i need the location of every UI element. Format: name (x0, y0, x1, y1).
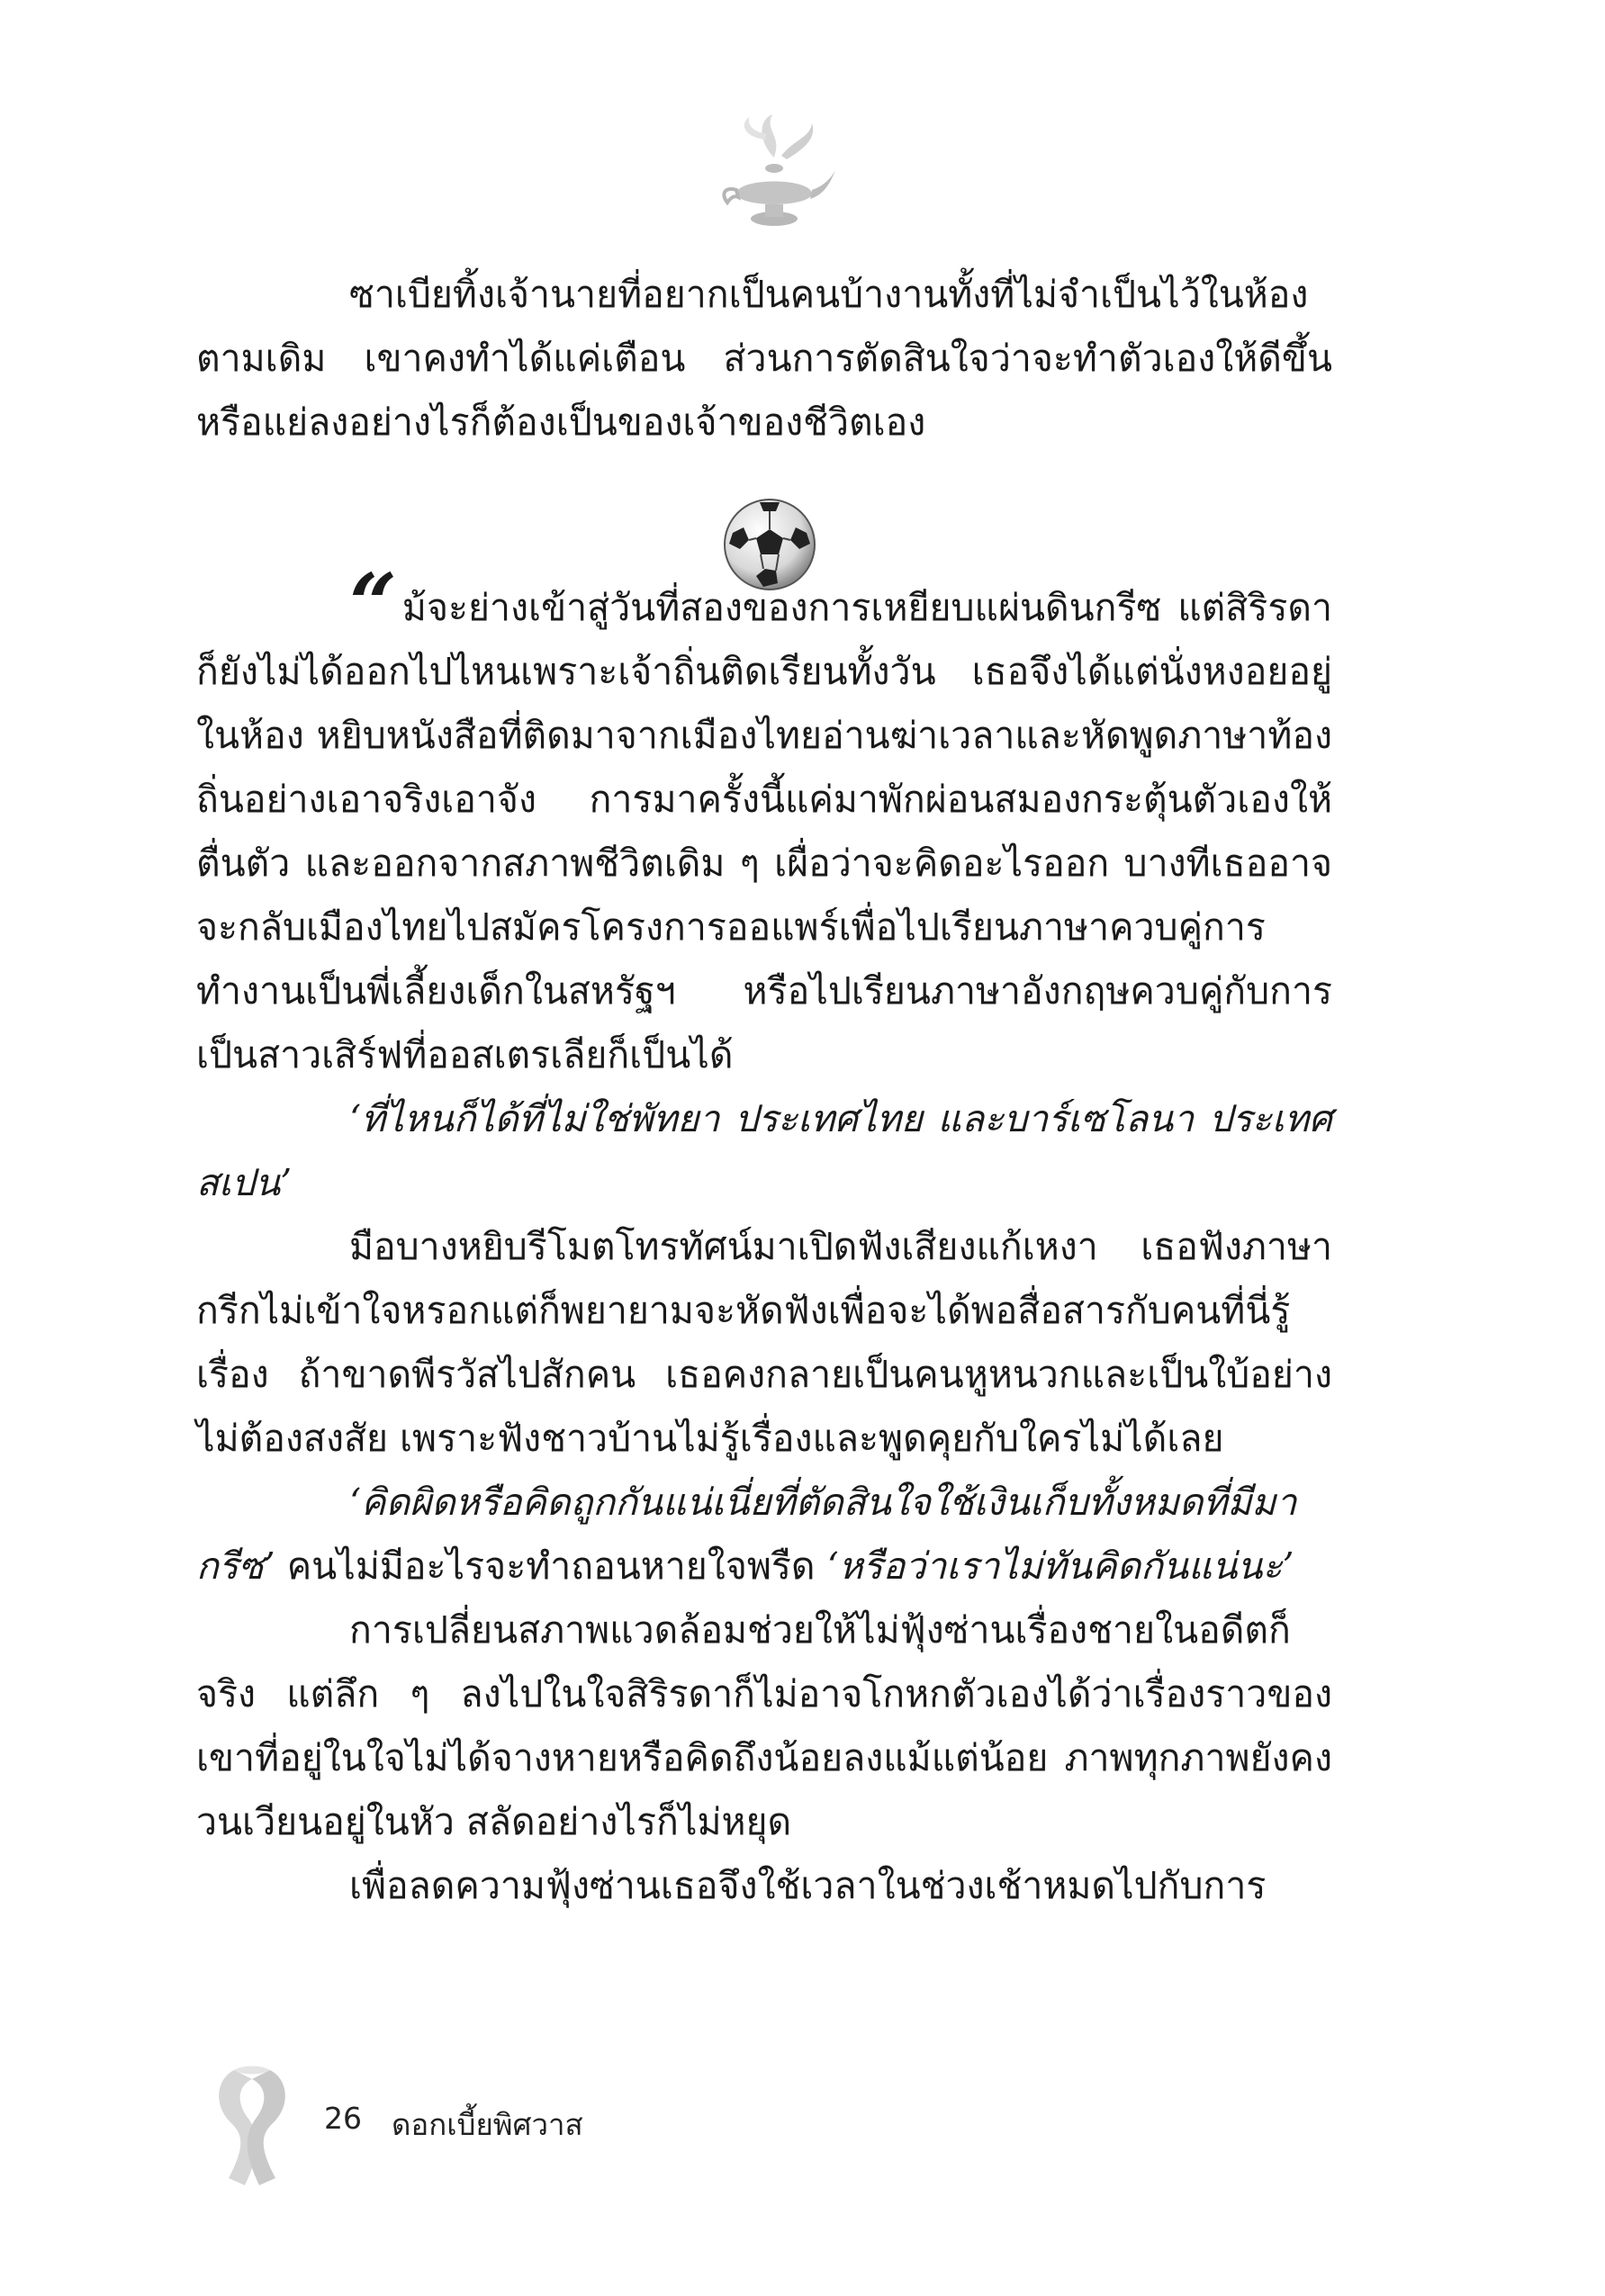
text-block-main (196, 555, 1332, 1918)
paragraph: ซาเบียทิ้งเจ้านายที่อยากเป็นคนบ้างานทั้งที่ไม่จำเป็นไว้ในห้องตามเดิม เขาคงทำได้แค่เตือน ส่วนการตัดสินใจว่าจะทำตัวเองให้ดีขึ้นหรือแย่ลงอย่างไรก็ต้องเป็นของเจ้าของชีวิตเอง (196, 273, 1332, 444)
page-number: 26 (324, 2101, 362, 2136)
genie-lamp-icon (711, 104, 837, 239)
narration-text: คนไม่มีอะไรจะทำถอนหายใจพรืด (275, 1544, 827, 1588)
ribbon-icon (189, 2061, 315, 2196)
drop-quote-mark: “ (349, 555, 397, 653)
paragraph: มือบางหยิบรีโมตโทรทัศน์มาเปิดฟังเสียงแก้เหงา เธอฟังภาษากรีกไม่เข้าใจหรอกแต่ก็พยายามจะหัดฟังเพื่อจะได้พอสื่อสารกับคนที่นี่รู้เรื่อง ถ้าขาดพีรวัสไปสักคน เธอคงกลายเป็นคนหูหนวกและเป็นใบ้อย่างไม่ต้องสงสัย เพราะฟังชาวบ้านไม่รู้เรื่องและพูดคุยกับใครไม่ได้เลย (196, 1225, 1332, 1460)
paragraph: การเปลี่ยนสภาพแวดล้อมช่วยให้ไม่ฟุ้งซ่านเรื่องชายในอดีตก็จริง แต่ลึก ๆ ลงไปในใจสิริรดาก็ไม่อาจโกหกตัวเองได้ว่าเรื่องราวของเขาที่อยู่ในใจไม่ได้จางหายหรือคิดถึงน้อยลงแม้แต่น้อย ภาพทุกภาพยังคงวนเวียนอยู่ในหัว สลัดอย่างไรก็ไม่หยุด (196, 1608, 1332, 1843)
paragraph: เพื่อลดความฟุ้งซ่านเธอจึงใช้เวลาในช่วงเช้าหมดไปกับการ (349, 1864, 1267, 1907)
paragraph-opening (196, 555, 1332, 1087)
paragraph-text: ม้จะย่างเข้าสู่วันที่สองของการเหยียบแผ่นดินกรีซ แต่สิริรดาก็ยังไม่ได้ออกไปไหนเพราะเจ้าถิ่นติดเรียนทั้งวัน เธอจึงได้แต่นั่งหงอยอยู่ในห้อง หยิบหนังสือที่ติดมาจากเมืองไทยอ่านฆ่าเวลาและหัดพูดภาษาท้องถิ่นอย่างเอาจริงเอาจัง การมาครั้งนี้แค่มาพักผ่อนสมองกระตุ้นตัวเองให้ตื่นตัว และออกจากสภาพชีวิตเดิม ๆ เผื่อว่าจะคิดอะไรออก บางทีเธออาจจะกลับเมืองไทยไปสมัครโครงการออแพร์เพื่อไปเรียนภาษาควบคู่การทำงานเป็นพี่เลี้ยงเด็กในสหรัฐฯ หรือไปเรียนภาษาอังกฤษควบคู่กับการเป็นสาวเสิร์ฟที่ออสเตรเลียก็เป็นได้ (196, 586, 1332, 1076)
text-block-top (196, 263, 1332, 455)
page-footer (189, 2061, 729, 2196)
paragraph-mixed (196, 1471, 1332, 1598)
book-title: ดอกเบี้ยพิศวาส (392, 2107, 583, 2142)
paragraph-thought: ‘ที่ไหนก็ได้ที่ไม่ใช่พัทยา ประเทศไทย และบาร์เซโลนา ประเทศสเปน’ (196, 1097, 1332, 1204)
thought-text: ‘หรือว่าเราไม่ทันคิดกันแน่นะ’ (826, 1544, 1294, 1588)
thought-text: ‘คิดผิดหรือคิดถูกกันแน่เนี่ยที่ตัดสินใจใช้เงินเก็บทั้งหมดที่มีมากรีซ’ (196, 1481, 1297, 1588)
